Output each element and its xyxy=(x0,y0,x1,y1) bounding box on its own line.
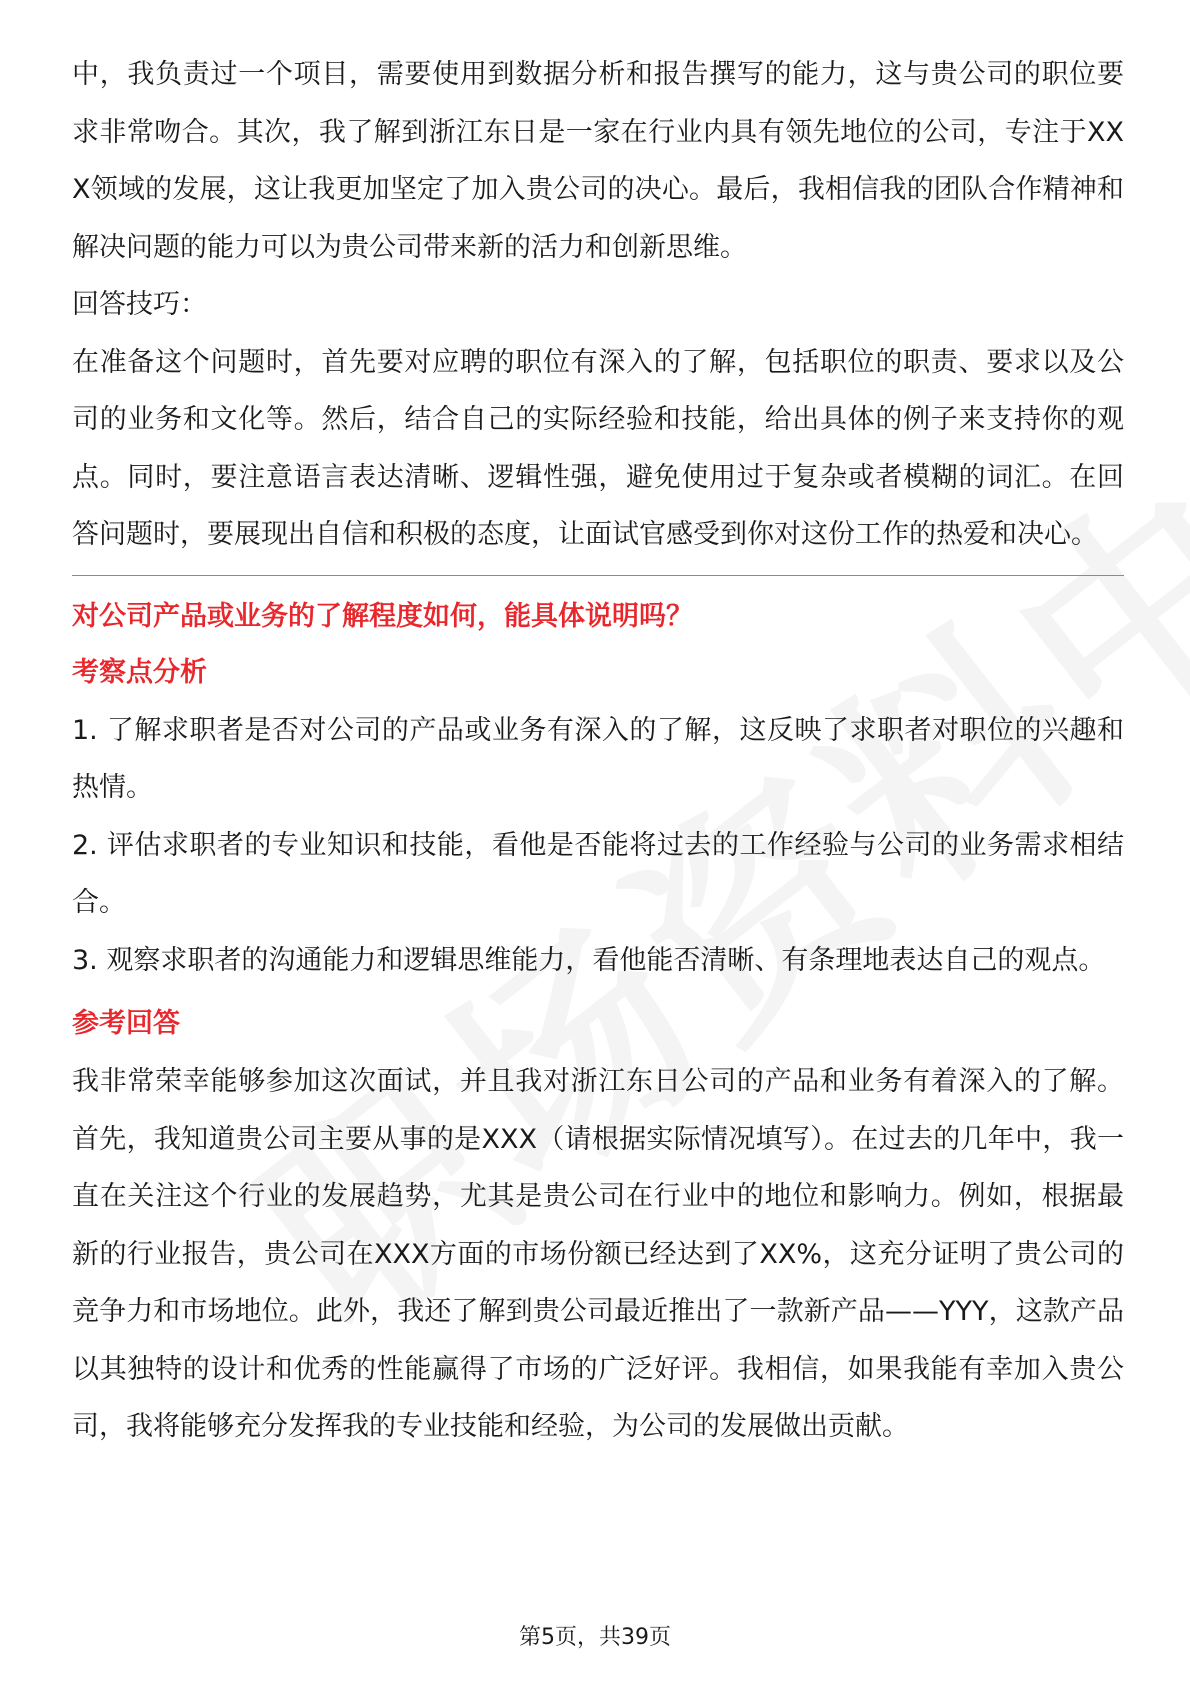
document-page xyxy=(72,46,1124,1456)
section-divider xyxy=(72,575,1124,576)
analysis-item: 2. 评估求职者的专业知识和技能，看他是否能将过去的工作经验与公司的业务需求相结合。 xyxy=(72,829,1124,918)
analysis-item: 1. 了解求职者是否对公司的产品或业务有深入的了解，这反映了求职者对职位的兴趣和热情。 xyxy=(72,714,1124,803)
page-footer: 第5页，共39页 xyxy=(519,1625,671,1650)
reference-answer: 我非常荣幸能够参加这次面试，并且我对浙江东日公司的产品和业务有着深入的了解。首先，我知道贵公司主要从事的是XXX（请根据实际情况填写）。在过去的几年中，我一直在关注这个行业的发展趋势，尤其是贵公司在行业中的地位和影响力。例如，根据最新的行业报告，贵公司在XXX方面的市场份额已经达到了XX%，这充分证明了贵公司的竞争力和市场地位。此外，我还了解到贵公司最近推出了一款新产品——YYY，这款产品以其独特的设计和优秀的性能赢得了市场的广泛好评。我相信，如果我能有幸加入贵公司，我将能够充分发挥我的专业技能和经验，为公司的发展做出贡献。 xyxy=(72,1066,1124,1442)
answer-tips-paragraph: 在准备这个问题时，首先要对应聘的职位有深入的了解，包括职位的职责、要求以及公司的业务和文化等。然后，结合自己的实际经验和技能，给出具体的例子来支持你的观点。同时，要注意语言表达清晰、逻辑性强，避免使用过于复杂或者模糊的词汇。在回答问题时，要展现出自信和积极的态度，让面试官感受到你对这份工作的热爱和决心。 xyxy=(72,346,1124,550)
analysis-item: 3. 观察求职者的沟通能力和逻辑思维能力，看他能否清晰、有条理地表达自己的观点。 xyxy=(72,944,1106,976)
question-heading: 对公司产品或业务的了解程度如何，能具体说明吗？ xyxy=(72,600,693,632)
intro-paragraph: 中，我负责过一个项目，需要使用到数据分析和报告撰写的能力，这与贵公司的职位要求非常吻合。其次，我了解到浙江东日是一家在行业内具有领先地位的公司，专注于XXX领域的发展，这让我更加坚定了加入贵公司的决心。最后，我相信我的团队合作精神和解决问题的能力可以为贵公司带来新的活力和创新思维。 xyxy=(72,59,1124,263)
answer-tips-label: 回答技巧： xyxy=(72,289,207,320)
analysis-title: 考察点分析 xyxy=(72,656,207,688)
reference-title: 参考回答 xyxy=(72,1008,180,1039)
